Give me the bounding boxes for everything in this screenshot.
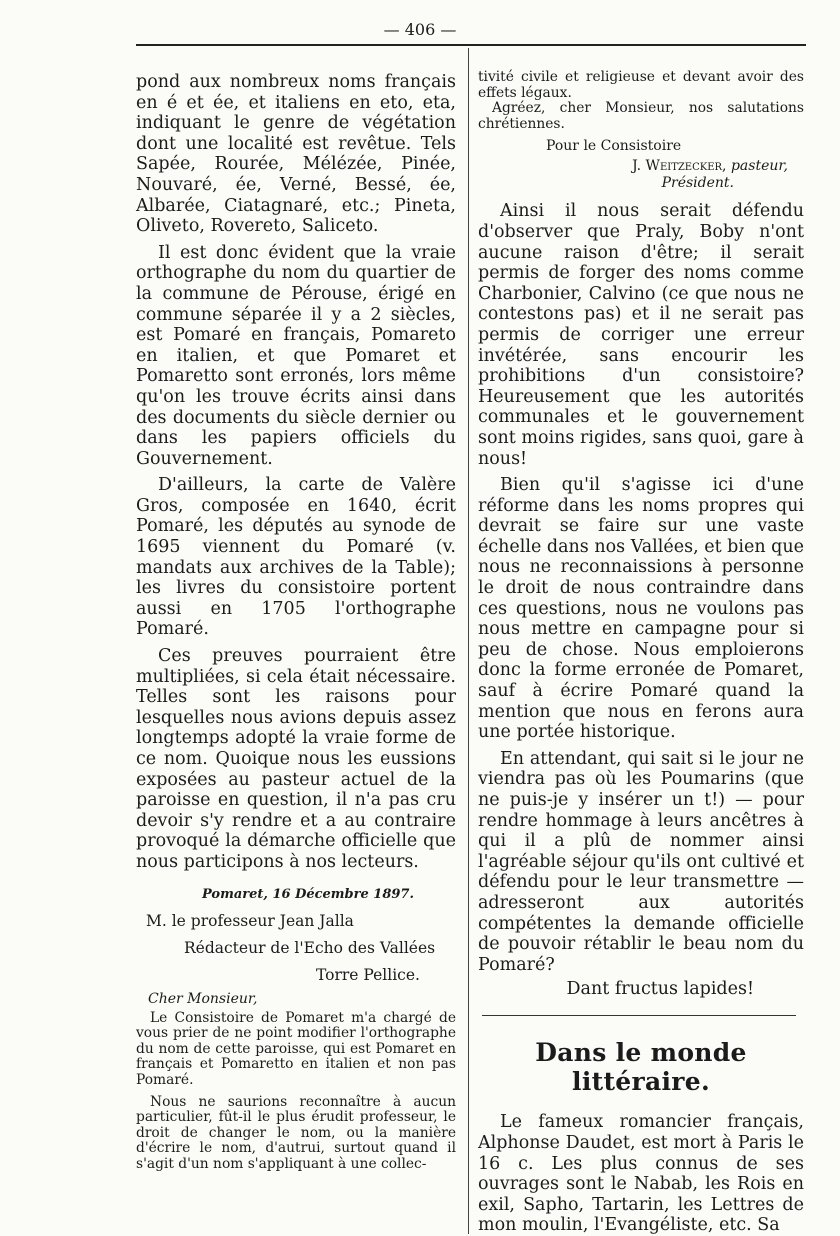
header-rule (136, 44, 806, 46)
letter-recipient-place: Torre Pellice. (316, 965, 420, 984)
paragraph-daudet: Le fameux romancier français, Alphonse Daudet, est mort à Paris le 16 c. Les plus connus de ses ouvrages sont le Nabab, les Rois en exil, Sapho, Tartarin, les Lettres de mon moulin, l'Evangéliste, etc. Sa (478, 1112, 804, 1236)
paragraph-response: Ainsi il nous serait défendu d'observer que Praly, Boby n'ont aucune raison d'être; il serait permis de forger des noms comme Charbonier, Calvino (ce que nous ne contestons pas) et il ne serait pas permis de corriger une erreur invétérée, sans encourir les prohibitions d'un consistoire? Heureusement que les autorités communales et le gouvernement sont moins rigides, sans quoi, gare à nous! (478, 201, 804, 469)
paragraph-historical-evidence: D'ailleurs, la carte de Valère Gros, composée en 1640, écrit Pomaré, les députés au synode de 1695 viennent du Pomaré (v. mandats aux archives de la Table); les livres du consistoire portent aussi en 1705 l'orthographe Pomaré. (136, 475, 456, 640)
section-title: Dans le monde littéraire. (535, 1038, 747, 1097)
letter-paragraph-request: Le Consistoire de Pomaret m'a chargé de vous prier de ne point modifier l'orthographe du nom de cette paroisse, qui est Pomaret en français et Pomaretto en italien et non pas Pomaré. (136, 1009, 456, 1088)
letter-recipient: M. le professeur Jean Jalla (146, 911, 354, 930)
column-divider (468, 48, 469, 1234)
paragraph-place-names: pond aux nombreux noms français en é et ée, et italiens en eto, eta, indiquant le genre de végétation dont une localité est revêtue. Tels Sapée, Rourée, Mélézée, Pinée, Nouvaré, ée, Verné, Bessé, ée, Albarée, Ciatagnaré, etc.; Pineta, Oliveto, Rovereto, Saliceto. (136, 72, 456, 237)
page-number: — 406 — (383, 20, 457, 39)
letter-continuation: tivité civile et religieuse et devant avoir des effets légaux. (478, 69, 804, 101)
closing-motto: Dant fructus lapides! (566, 979, 754, 1000)
paragraph-reform: Bien qu'il s'agisse ici d'une réforme dans les noms propres qui devrait se faire sur une vaste échelle dans nos Vallées, et bien que nous ne reconnaissions à personne le droit de nous contraindre dans ces questions, nous ne voulons pas nous mettre en campagne pour si peu de chose. Nous emploierons donc la forme erronée de Pomaret, sauf à écrire Pomaré quand la mention que nous en ferons aura une portée historique. (478, 475, 804, 743)
letter-paragraph-objection: Nous ne saurions reconnaître à aucun particulier, fût-il le plus érudit professeur, le droit de changer le nom, ou la manière d'écrire le nom, d'autrui, surtout quand il s'agit d'un nom s'appliquant à une collec- (136, 1093, 456, 1172)
section-rule (482, 1015, 796, 1016)
paragraph-proofs: Ces preuves pourraient être multipliées, si cela était nécessaire. Telles sont les raisons pour lesquelles nous avions depuis assez longtemps adopté la vraie forme de ce nom. Quoique nous les eussions exposées au pasteur actuel de la paroisse en question, il n'a pas cru devoir s'y rendre et a au contraire provoqué la démarche officielle que nous participons à nos lecteurs. (136, 646, 456, 872)
signature-role: pasteur, (730, 158, 788, 175)
signature-title: Président. (661, 175, 734, 192)
letter-recipient-role: Rédacteur de l'Echo des Vallées (184, 938, 436, 957)
paragraph-orthography: Il est donc évident que la vraie orthographe du nom du quartier de la commune de Pérouse, érigé en commune séparée il y a 2 siècles, est Pomaré en français, Pomareto en italien, et que Pomaret et Pomaretto sont erronés, lors même qu'on les trouve écrits ainsi dans des documents du siècle dernier ou dans les papiers officiels du Gouvernement. (136, 242, 456, 469)
letter-dateline: Pomaret, 16 Décembre 1897. (202, 886, 414, 902)
letter-signature (478, 158, 804, 174)
signature-name: J. Weitzecker, (632, 158, 727, 175)
paragraph-poumarins: En attendant, qui sait si le jour ne viendra pas où les Poumarins (que ne puis-je y insérer un t!) — pour rendre hommage à leurs ancêtres à qui il a plû de nommer ainsi l'agréable séjour qu'ils ont cultivé et défendu pour le leur transmettre — adresseront aux autorités compétentes la demande officielle de pouvoir rétablir le beau nom du Pomaré? (478, 748, 804, 975)
letter-signature-org: Pour le Consistoire (546, 138, 682, 155)
letter-salutation: Cher Monsieur, (148, 990, 258, 1007)
letter-closing: Agréez, cher Monsieur, nos salutations chrétiennes. (478, 100, 804, 132)
left-column (136, 72, 456, 1173)
right-column (478, 69, 804, 1236)
